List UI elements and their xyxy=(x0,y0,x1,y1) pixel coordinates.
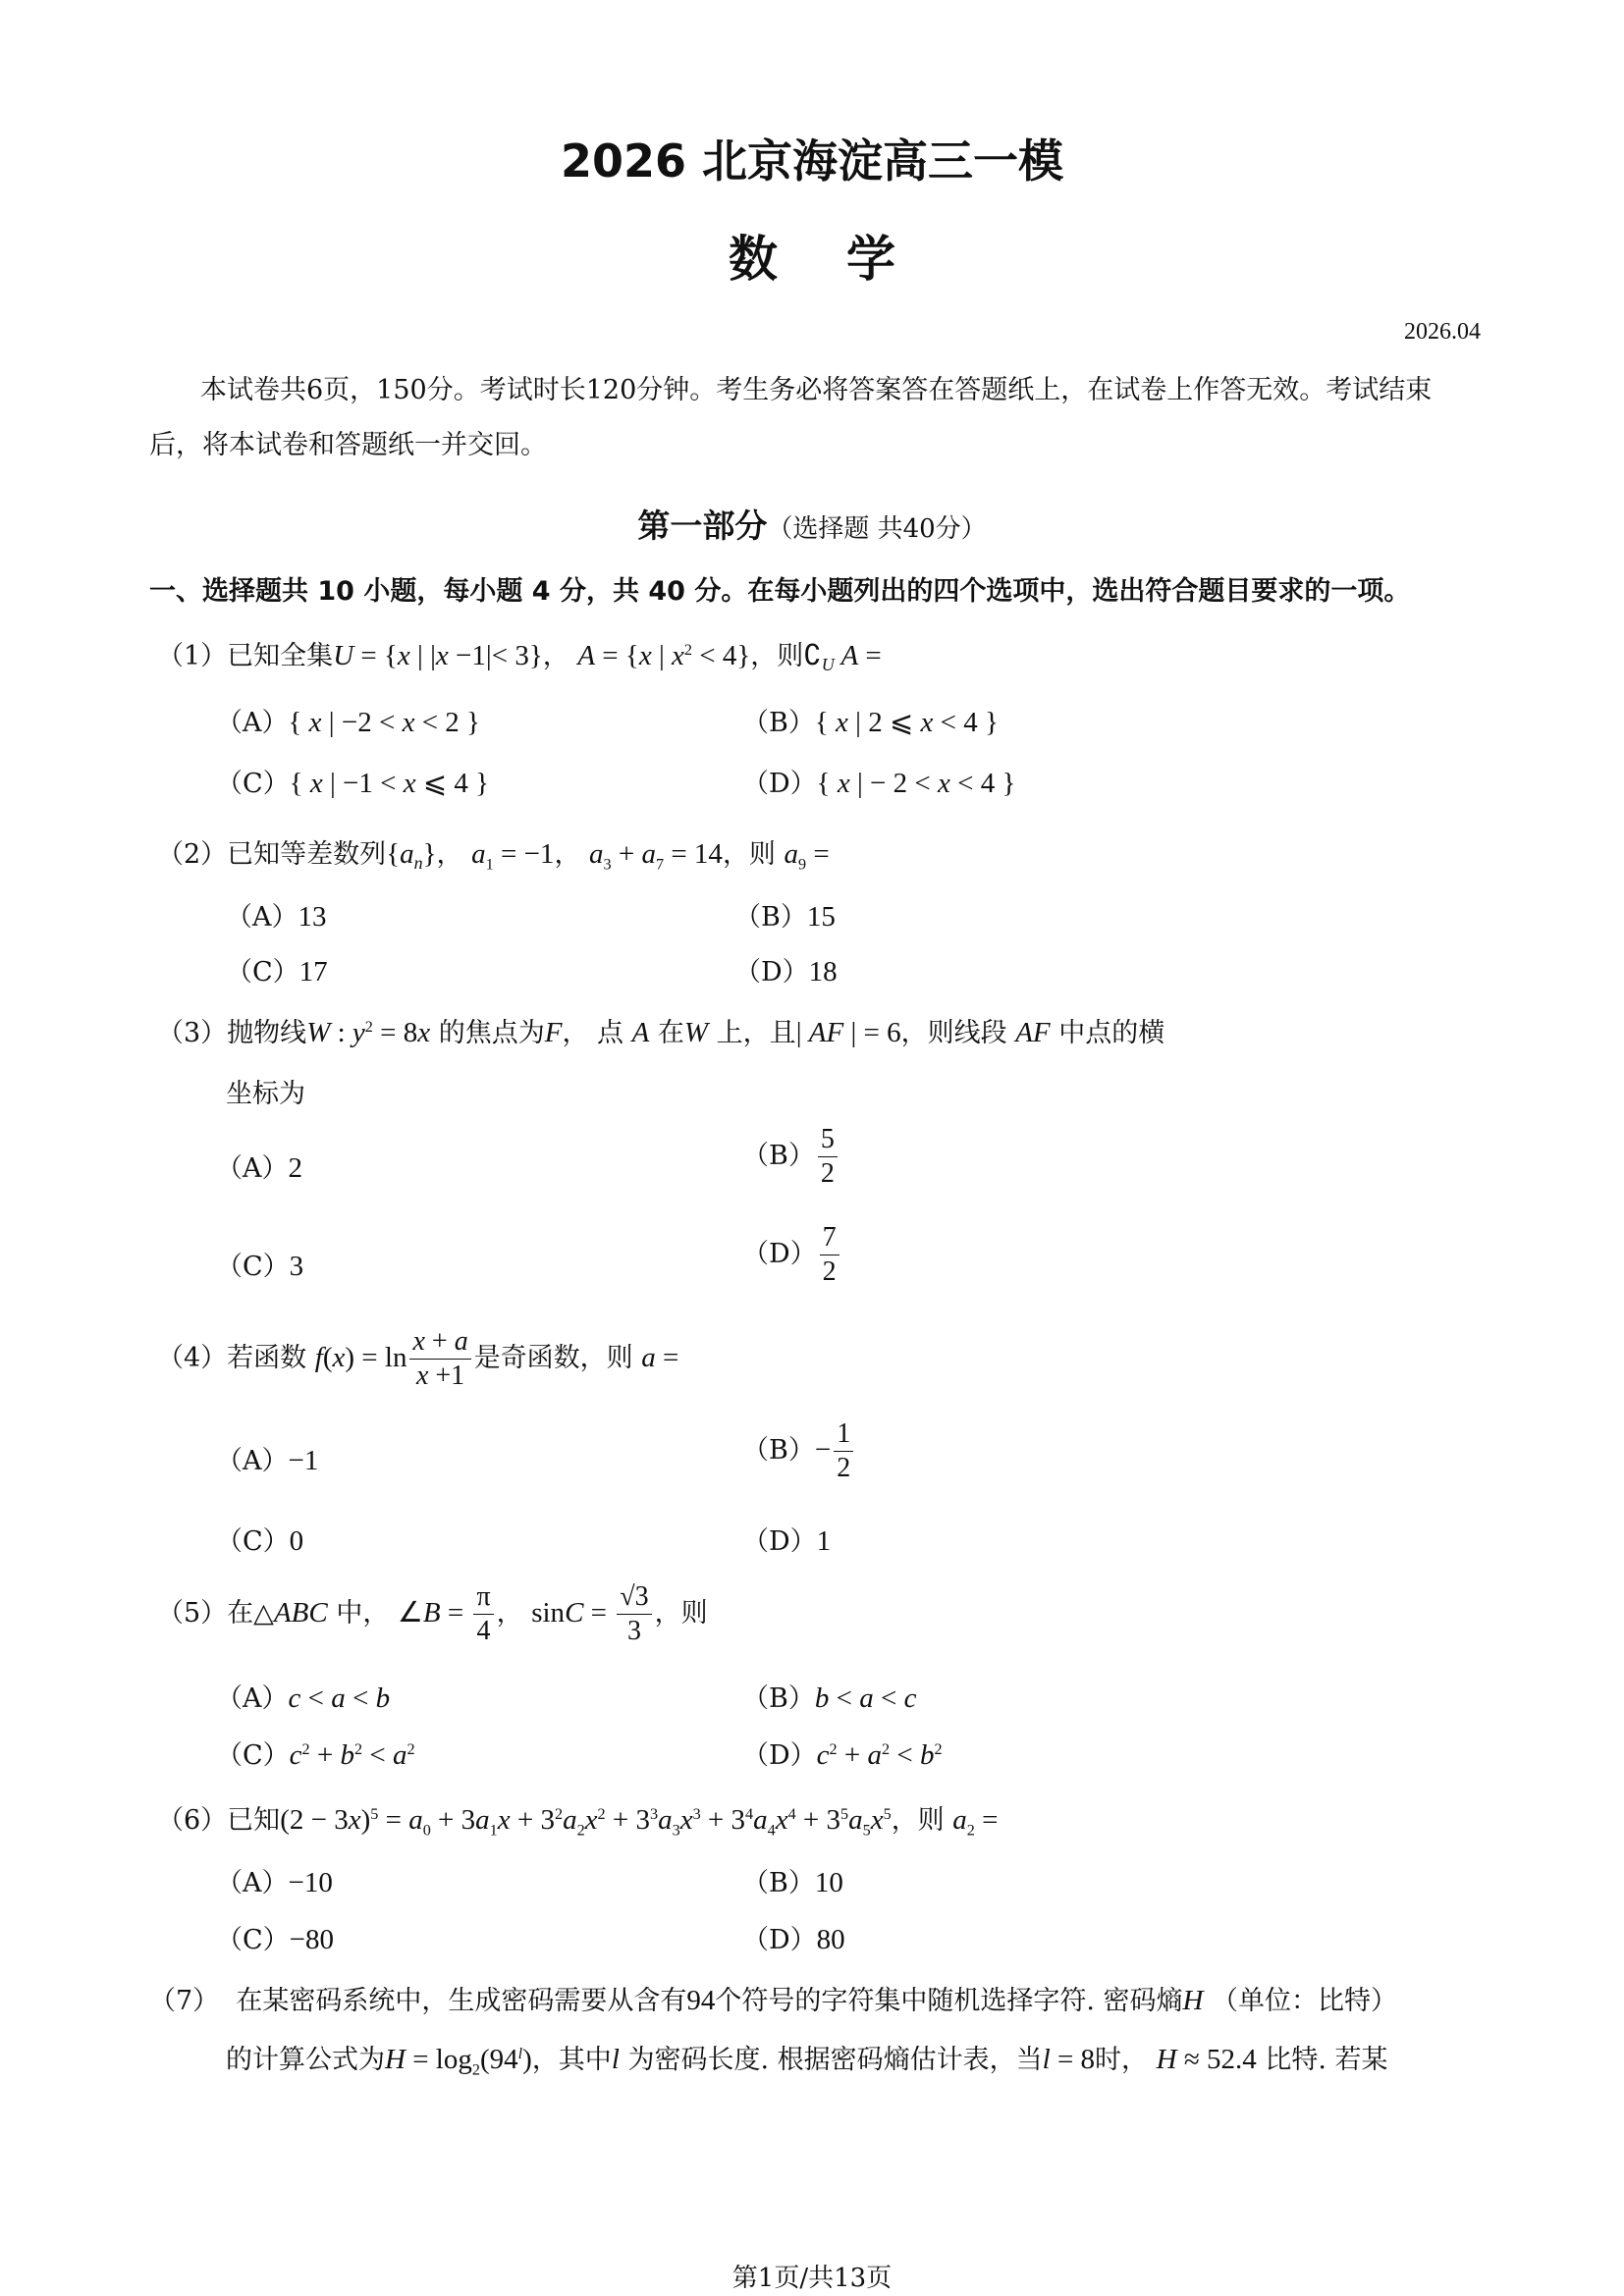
fraction-1-2: $\frac{1}{2}$ xyxy=(834,1417,853,1485)
exam-intro: 本试卷共6页，150分。考试时长120分钟。考生务必将答案答在答题纸上，在试卷上作答无效。考试结束后，将本试卷和答题纸一并交回。 xyxy=(149,375,1433,460)
question-6-option-c: （C）−80 xyxy=(216,1924,335,1955)
question-6-option-d: （D）80 xyxy=(742,1924,845,1955)
question-5-option-c: $(C)c^2 + b^2 < a^2$ xyxy=(216,1739,415,1771)
question-5-stem: （5）在△ABC 中， ∠B = $\frac{\pi}{4}$ ， sinC = $\frac{√3}{3}$ ，则 xyxy=(157,1581,708,1646)
question-5-option-d: $(D)c^2 + a^2 < b^2$ xyxy=(742,1739,943,1771)
fraction-pi-4: $\frac{\pi}{4}$ xyxy=(473,1580,493,1648)
question-3-option-b: （B） $\frac{5}{2}$ xyxy=(742,1123,840,1191)
question-1-option-c: （C）{ x | −1 < x ⩽ 4 } xyxy=(216,768,490,799)
question-5-option-b: （B）b < a < c xyxy=(742,1682,917,1714)
question-2-stem: （2）已知等差数列$\{a_n\}$， $a_1 = -1$， $a_3 + a_7 = 14$，则 $a_9$ = xyxy=(157,838,830,874)
question-4-option-b: （B）− $\frac{1}{2}$ xyxy=(742,1417,856,1485)
question-2-option-b: （B）15 xyxy=(734,901,836,933)
fraction-sqrt3-3: $\frac{√3}{3}$ xyxy=(617,1580,651,1648)
question-1-option-a: （A）{ x | −2 < x < 2 } xyxy=(216,707,480,738)
question-1-stem: （1）已知全集U = {x | |x −1|< 3}， A = {x | $x^2 < 4$}，则$∁_U$ A = xyxy=(157,640,882,675)
question-7-stem-cont: 的计算公式为$H = \log_2(94^l)$，其中l 为密码长度. 根据密码熵估计表，当l = 8时， H ≈ 52.4 比特. 若某 xyxy=(226,2044,1388,2079)
question-6-stem: （6）已知$(2 - 3x)^5 = a_0 + 3a_1x + 3^2a_2x^2 + 3^3a_3x^3 + 3^4a_4x^4 + 3^5a_5x^5$，则 $a_2$ = xyxy=(157,1804,999,1840)
question-3-option-a: （A）2 xyxy=(216,1152,302,1184)
exam-date: 2026.04 xyxy=(1404,319,1481,345)
question-3-option-c: （C）3 xyxy=(216,1251,304,1282)
question-7-stem: （7） 在某密码系统中，生成密码需要从含有94个符号的字符集中随机选择字符. 密码熵H （单位：比特） xyxy=(149,1985,1398,2016)
question-1-option-b: （B）{ x | 2 ⩽ x < 4 } xyxy=(742,707,999,738)
question-3-stem: （3）抛物线W : $y^2 = 8x$ 的焦点为F， 点 A 在W 上，且| AF | = 6，则线段 AF 中点的横 xyxy=(157,1017,1165,1048)
question-5-option-a: （A）c < a < b xyxy=(216,1682,391,1714)
question-6-option-a: （A）−10 xyxy=(216,1867,333,1898)
page-footer: 第1页/共13页 xyxy=(731,2264,893,2293)
page-title: 2026 北京海淀高三一模 xyxy=(560,134,1064,187)
question-3-option-d: （D） $\frac{7}{2}$ xyxy=(742,1221,842,1289)
question-2-option-a: （A）13 xyxy=(226,901,327,933)
fraction-ln-arg: $\frac{x + a}{x +1}$ xyxy=(409,1325,470,1393)
part-heading xyxy=(0,501,1624,547)
section-instructions: 一、选择题共 10 小题，每小题 4 分，共 40 分。在每小题列出的四个选项中，选出符合题目要求的一项。 xyxy=(149,576,1411,607)
question-3-stem-cont: 坐标为 xyxy=(226,1079,305,1109)
question-4-option-d: （D）1 xyxy=(742,1525,832,1557)
question-4-stem: （4）若函数 f(x) = ln $\frac{x + a}{x +1}$ 是奇函数，则 a = xyxy=(157,1326,679,1391)
fraction-5-2: $\frac{5}{2}$ xyxy=(818,1123,838,1191)
part-title: 第一部分 xyxy=(637,507,768,545)
question-6-option-b: （B）10 xyxy=(742,1867,843,1898)
question-2-option-c: （C）17 xyxy=(226,956,328,988)
question-1-option-d: （D）{ x | − 2 < x < 4 } xyxy=(742,768,1016,799)
question-2-option-d: （D）18 xyxy=(734,956,838,988)
subject-title: 数学 xyxy=(729,231,964,288)
part-note: （选择题 共40分） xyxy=(767,514,987,544)
question-4-option-a: （A）−1 xyxy=(216,1445,319,1476)
question-4-option-c: （C）0 xyxy=(216,1525,304,1557)
fraction-7-2: $\frac{7}{2}$ xyxy=(820,1221,839,1289)
